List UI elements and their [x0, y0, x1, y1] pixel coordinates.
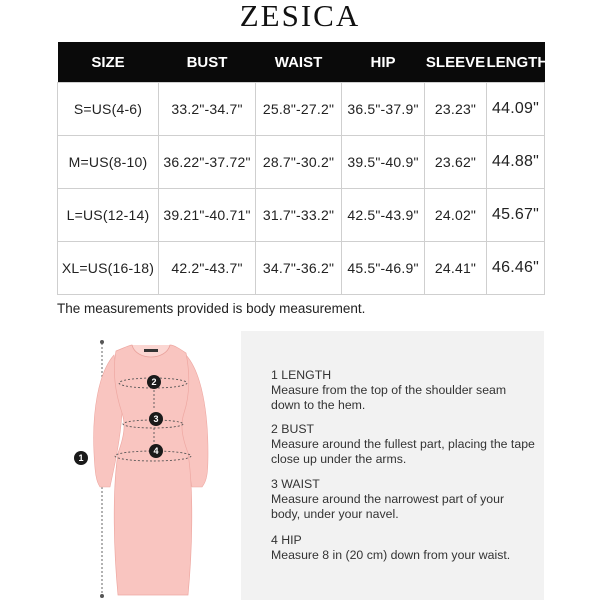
dress-illustration — [70, 333, 230, 600]
dress-figure-svg — [70, 333, 230, 600]
instruction-length — [271, 368, 536, 413]
instruction-text: Measure around the narrowest part of your body, under your navel. — [271, 492, 505, 521]
instruction-title: 1 LENGTH — [271, 368, 332, 382]
cell-sleeve: 24.02" — [425, 189, 487, 242]
cell-length: 45.67" — [487, 189, 545, 242]
instruction-text: Measure 8 in (20 cm) down from your waist. — [271, 548, 511, 562]
table-row — [58, 136, 545, 189]
cell-bust: 33.2"-34.7" — [159, 83, 256, 136]
cell-size: L=US(12-14) — [58, 189, 159, 242]
cell-hip: 45.5"-46.9" — [342, 242, 425, 295]
cell-length: 46.46" — [487, 242, 545, 295]
cell-sleeve: 23.23" — [425, 83, 487, 136]
cell-size: M=US(8-10) — [58, 136, 159, 189]
table-row — [58, 242, 545, 295]
instruction-title: 3 WAIST — [271, 477, 320, 491]
table-header-row — [58, 42, 545, 83]
measurement-note: The measurements provided is body measurement. — [57, 301, 366, 316]
header-sleeve: SLEEVE — [425, 42, 487, 83]
cell-hip: 36.5"-37.9" — [342, 83, 425, 136]
header-hip: HIP — [342, 42, 425, 83]
badge-length: 1 — [74, 451, 88, 465]
instruction-hip — [271, 533, 536, 563]
cell-size: S=US(4-6) — [58, 83, 159, 136]
badge-bust: 2 — [147, 375, 161, 389]
cell-size: XL=US(16-18) — [58, 242, 159, 295]
cell-bust: 39.21"-40.71" — [159, 189, 256, 242]
brand-logo: ZESICA — [239, 0, 361, 33]
cell-waist: 34.7"-36.2" — [256, 242, 342, 295]
size-chart-table — [57, 42, 549, 295]
instruction-bust — [271, 422, 536, 467]
instruction-title: 4 HIP — [271, 533, 302, 547]
header-bust: BUST — [159, 42, 256, 83]
badge-hip: 4 — [149, 444, 163, 458]
instruction-text: Measure from the top of the shoulder seam down to the hem. — [271, 383, 507, 412]
cell-hip: 39.5"-40.9" — [342, 136, 425, 189]
cell-length: 44.09" — [487, 83, 545, 136]
table-row — [58, 83, 545, 136]
measure-instructions-panel — [241, 331, 544, 600]
header-waist: WAIST — [256, 42, 342, 83]
cell-waist: 28.7"-30.2" — [256, 136, 342, 189]
instruction-title: 2 BUST — [271, 422, 315, 436]
cell-sleeve: 23.62" — [425, 136, 487, 189]
header-size: SIZE — [58, 42, 159, 83]
cell-length: 44.88" — [487, 136, 545, 189]
instruction-text: Measure around the fullest part, placing the tape close up under the arms. — [271, 437, 535, 466]
badge-waist: 3 — [149, 412, 163, 426]
cell-waist: 25.8"-27.2" — [256, 83, 342, 136]
table-row — [58, 189, 545, 242]
header-length: LENGTH — [487, 42, 545, 83]
cell-bust: 36.22"-37.72" — [159, 136, 256, 189]
cell-sleeve: 24.41" — [425, 242, 487, 295]
instruction-waist — [271, 477, 536, 522]
cell-bust: 42.2"-43.7" — [159, 242, 256, 295]
cell-hip: 42.5"-43.9" — [342, 189, 425, 242]
cell-waist: 31.7"-33.2" — [256, 189, 342, 242]
